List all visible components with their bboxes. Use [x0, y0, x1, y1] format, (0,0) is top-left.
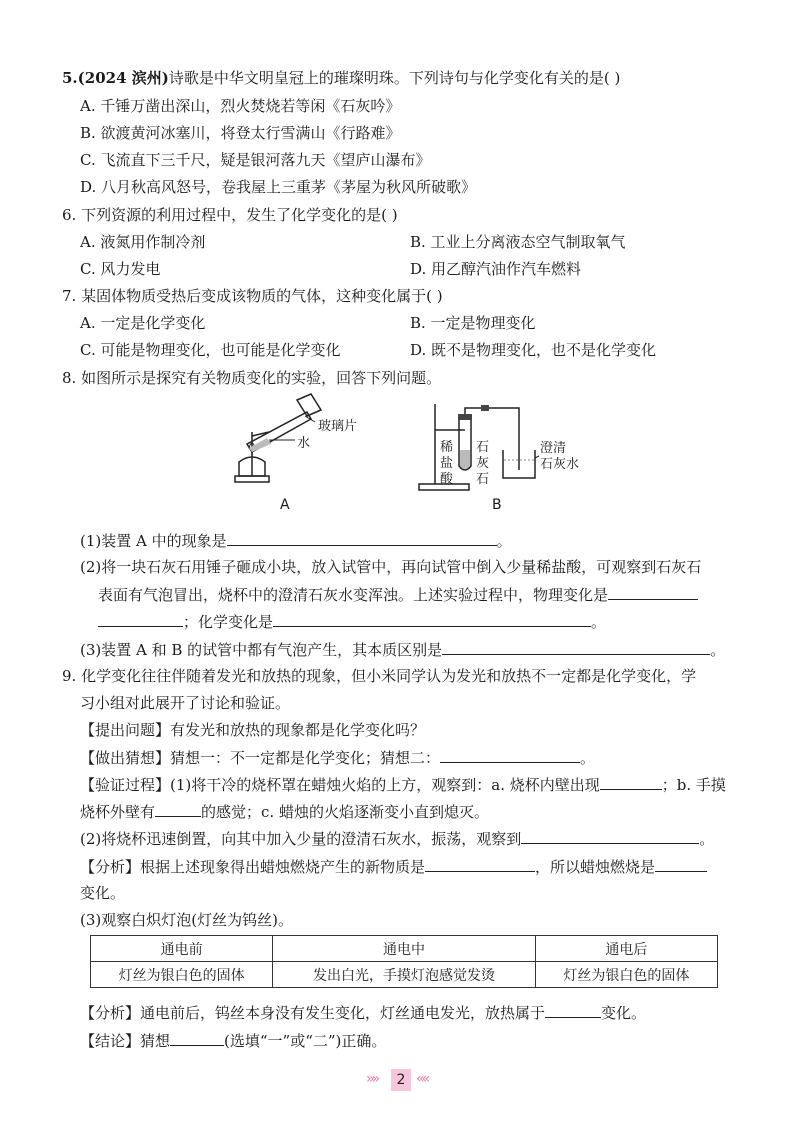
q5-option-a: A. 千锤万凿出深山，烈火焚烧若等闲《石灰吟》 [80, 97, 401, 115]
q8-sub2-line2: 表面有气泡冒出，烧杯中的澄清石灰水变浑浊。上述实验过程中，物理变化是 [98, 584, 698, 605]
q5-number: 5. [62, 69, 78, 87]
table-cell: 灯丝为银白色的固体 [535, 962, 717, 988]
answer-blank-inner-wall[interactable] [600, 774, 662, 790]
q9-stem-line2: 习小组对此展开了讨论和验证。 [80, 694, 291, 712]
table-header: 通电中 [273, 936, 536, 962]
answer-blank-outer-wall[interactable] [155, 801, 201, 817]
q9-ask: 【提出问题】有发光和放热的现象都是化学变化吗？ [80, 721, 426, 739]
table-header: 通电后 [535, 936, 717, 962]
double-chevron-left-icon: «« [416, 1071, 428, 1087]
page-number-badge [366, 1069, 436, 1091]
q7-option-d: D. 既不是物理变化，也不是化学变化 [410, 341, 657, 359]
answer-blank-chemical-change[interactable] [273, 611, 591, 627]
q9-conclusion: 【结论】猜想 (选填“一”或“二”)正确。 [80, 1032, 387, 1050]
q9-stem-line1: 9. 化学变化往往伴随着发光和放热的现象，但小米同学认为发光和放热不一定都是化学变化，学 [62, 667, 697, 685]
q6-option-a: A. 液氮用作制冷剂 [80, 233, 206, 251]
double-chevron-right-icon: »» [366, 1071, 378, 1087]
q7-option-c: C. 可能是物理变化，也可能是化学变化 [80, 341, 341, 359]
q5-source: (2024 滨州) [77, 69, 169, 87]
q5-option-d: D. 八月秋高风怒号，卷我屋上三重茅《茅屋为秋风所破歌》 [80, 178, 477, 196]
q7-option-a: A. 一定是化学变化 [80, 314, 206, 332]
label-dilute-hcl: 稀 盐 酸 [440, 440, 454, 487]
q9-analysis1-line1: 【分析】根据上述现象得出蜡烛燃烧产生的新物质是 ，所以蜡烛燃烧是 [80, 856, 707, 877]
label-clear-limewater: 澄清 石灰水 [540, 441, 580, 472]
table-header: 通电前 [91, 936, 273, 962]
answer-blank-guess-2[interactable] [440, 747, 580, 763]
label-limestone: 石 灰 石 [476, 440, 490, 487]
apparatus-a-diagram [225, 392, 358, 502]
answer-blank-change-type[interactable] [655, 856, 707, 872]
answer-blank-limewater[interactable] [521, 828, 699, 844]
q6-stem: 6. 下列资源的利用过程中，发生了化学变化的是( ) [62, 206, 398, 224]
q8-sub3: (3)装置 A 和 B 的试管中都有气泡产生，其本质区别是 。 [80, 641, 726, 659]
page-number: 2 [391, 1069, 411, 1091]
figure-b-caption: B [492, 497, 502, 513]
figure-a-caption: A [280, 497, 290, 513]
q9-analysis2: 【分析】通电前后，钨丝本身没有发生变化，灯丝通电发光，放热属于 变化。 [80, 1004, 647, 1022]
bulb-observation-table [90, 935, 718, 988]
answer-blank-physical-change[interactable] [608, 584, 698, 600]
q8-sub2-line1: (2)将一块石灰石用锤子砸成小块，放入试管中，再向试管中倒入少量稀盐酸，可观察到石灰石 [80, 558, 702, 576]
label-glass-plate: 玻璃片 [318, 419, 358, 434]
table-row [91, 962, 718, 988]
q9-verify1-line2: 烧杯外壁有 的感觉；c. 蜡烛的火焰逐渐变小直到熄灭。 [80, 803, 489, 821]
q8-sub2-line3: ；化学变化是 。 [98, 611, 606, 632]
q5-stem [62, 68, 620, 88]
table-header-row [91, 936, 718, 962]
q5-option-c: C. 飞流直下三千尺，疑是银河落九天《望庐山瀑布》 [80, 151, 431, 169]
q8-sub1: (1)装置 A 中的现象是 。 [80, 532, 512, 550]
q6-option-d: D. 用乙醇汽油作汽车燃料 [410, 260, 582, 278]
q6-option-c: C. 风力发电 [80, 260, 161, 278]
table-cell: 发出白光，手摸灯泡感觉发烫 [273, 962, 536, 988]
answer-blank-physical-change-cont[interactable] [98, 611, 183, 627]
q9-verify1-line1: 【验证过程】(1)将干冷的烧杯罩在蜡烛火焰的上方，观察到：a. 烧杯内壁出现 ；b. 手摸 [80, 776, 726, 794]
q7-option-b: B. 一定是物理变化 [410, 314, 536, 332]
answer-blank-new-substance[interactable] [425, 856, 535, 872]
q7-stem: 7. 某固体物质受热后变成该物质的气体，这种变化属于( ) [62, 287, 443, 305]
q9-analysis1-line2: 变化。 [80, 884, 126, 902]
q6-option-b: B. 工业上分离液态空气制取氧气 [410, 233, 626, 251]
answer-blank-q8-1[interactable] [227, 530, 497, 546]
answer-blank-bulb-change[interactable] [545, 1002, 601, 1018]
q5-option-b: B. 欲渡黄河冰塞川，将登太行雪满山《行路难》 [80, 124, 401, 142]
q9-guess: 【做出猜想】猜想一：不一定都是化学变化；猜想二： 。 [80, 749, 596, 767]
answer-blank-q8-3[interactable] [442, 639, 710, 655]
q9-observe: (3)观察白炽灯泡(灯丝为钨丝)。 [80, 911, 293, 929]
q9-verify2: (2)将烧杯迅速倒置，向其中加入少量的澄清石灰水，振荡，观察到 。 [80, 830, 715, 848]
answer-blank-conclusion[interactable] [170, 1030, 224, 1046]
q5-text: 诗歌是中华文明皇冠上的璀璨明珠。下列诗句与化学变化有关的是( ) [168, 69, 621, 87]
q8-stem: 8. 如图所示是探究有关物质变化的实验，回答下列问题。 [62, 369, 442, 387]
label-water: 水 [297, 436, 311, 451]
table-cell: 灯丝为银白色的固体 [91, 962, 273, 988]
